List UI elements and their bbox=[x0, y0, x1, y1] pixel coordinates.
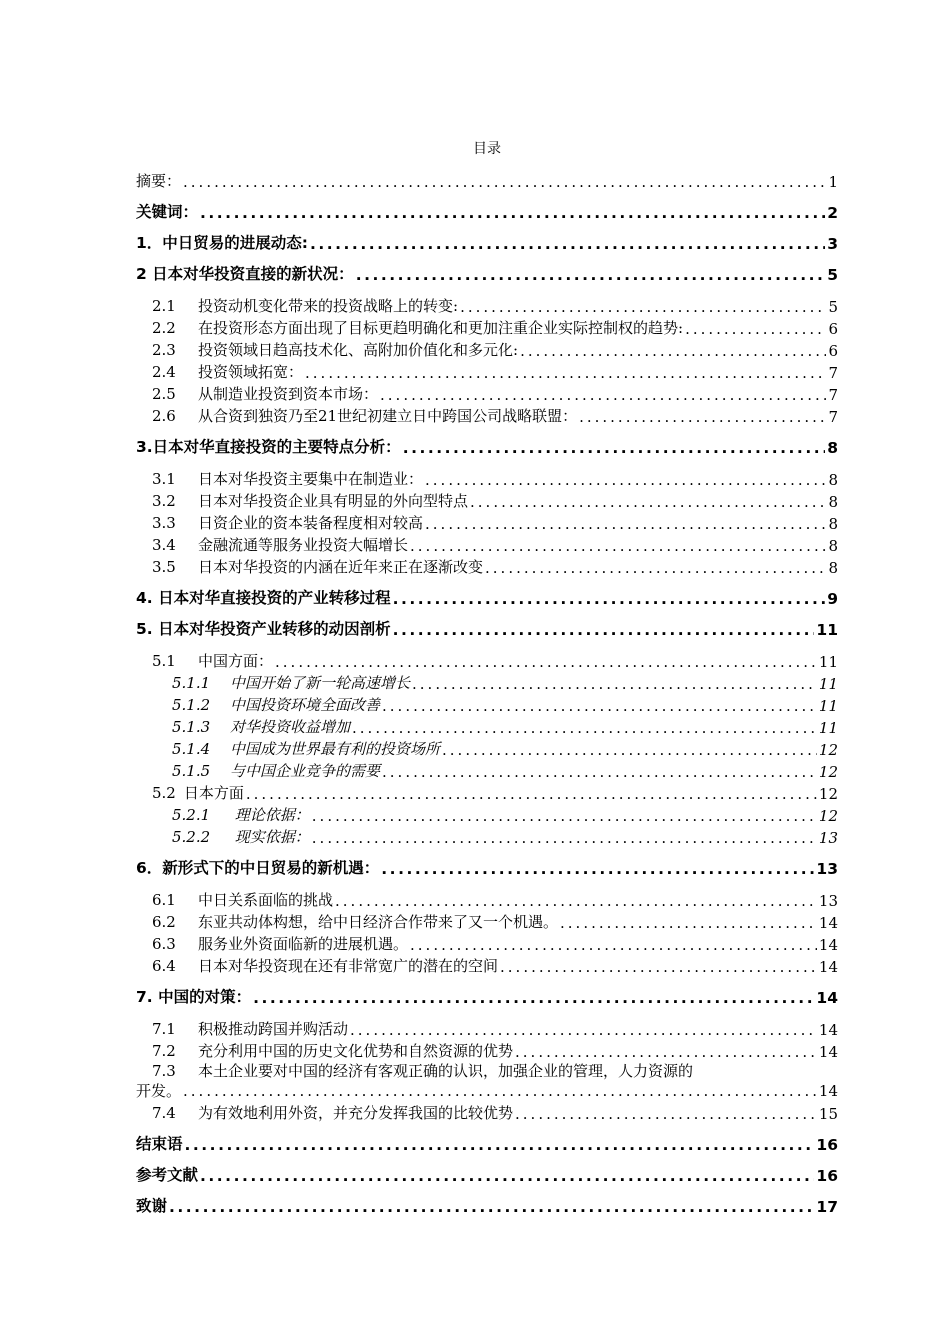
toc-entry[interactable] bbox=[136, 170, 838, 191]
toc-page-number: 8 bbox=[828, 559, 838, 577]
toc-page-number: 11 bbox=[818, 719, 838, 737]
toc-entry-number: 7.1 bbox=[152, 1020, 176, 1038]
dot-leader bbox=[381, 860, 814, 878]
toc-entry-number: 6.3 bbox=[152, 935, 176, 953]
toc-entry[interactable] bbox=[136, 404, 838, 426]
dot-leader bbox=[356, 266, 826, 284]
dot-leader bbox=[183, 173, 826, 191]
toc-entry-number: 3.4 bbox=[152, 536, 176, 554]
toc-entry[interactable] bbox=[136, 932, 838, 954]
toc-page-number: 2 bbox=[827, 204, 838, 222]
dot-leader bbox=[305, 364, 826, 382]
dot-leader bbox=[520, 342, 826, 360]
toc-page-number: 7 bbox=[828, 364, 838, 382]
toc-entry-label bbox=[152, 405, 577, 426]
dot-leader bbox=[275, 653, 817, 671]
toc-entry-title: 东亚共动体构想，给中日经济合作带来了又一个机遇。 bbox=[198, 913, 559, 931]
dot-leader bbox=[310, 235, 825, 253]
toc-entry-label bbox=[172, 826, 310, 847]
toc-entry-title: 从合资到独资乃至21世纪初建立日中跨国公司战略联盟： bbox=[198, 407, 578, 425]
toc-entry-title: 充分利用中国的历史文化优势和自然资源的优势 bbox=[198, 1042, 514, 1060]
toc-page-number: 5 bbox=[828, 298, 838, 316]
toc-entry-title: 中国投资环境全面改善 bbox=[230, 696, 381, 714]
toc-entry-label bbox=[136, 232, 308, 253]
toc-entry[interactable] bbox=[136, 587, 838, 608]
dot-leader bbox=[425, 515, 826, 533]
toc-entry-title: 为有效地利用外资，并充分发挥我国的比较优势 bbox=[198, 1104, 514, 1122]
toc-entry-title-continued: 开发。 bbox=[136, 1082, 182, 1100]
toc-entry-number: 3.1 bbox=[152, 470, 176, 488]
toc-page-number: 14 bbox=[818, 1043, 838, 1061]
toc-page-number: 14 bbox=[818, 1082, 838, 1100]
toc-entry[interactable] bbox=[136, 467, 838, 489]
toc-entry[interactable] bbox=[136, 1164, 838, 1185]
toc-page-number: 13 bbox=[816, 860, 838, 878]
toc-entry-number: 6.1 bbox=[152, 891, 176, 909]
dot-leader bbox=[253, 989, 814, 1007]
toc-entry[interactable] bbox=[136, 201, 838, 222]
toc-entry-label bbox=[152, 889, 333, 910]
toc-page-number: 16 bbox=[816, 1136, 838, 1154]
toc-page-number: 11 bbox=[816, 621, 838, 639]
dot-leader bbox=[200, 1167, 814, 1185]
dot-leader bbox=[393, 590, 826, 608]
toc-entry-label bbox=[136, 1133, 183, 1154]
toc-entry-title: 日本对华投资企业具有明显的外向型特点 bbox=[198, 492, 469, 510]
toc-entry-number: 2.5 bbox=[152, 385, 176, 403]
toc-entry-title: 与中国企业竞争的需要 bbox=[230, 762, 381, 780]
toc-entry-label bbox=[152, 512, 423, 533]
toc-page-number: 7 bbox=[828, 386, 838, 404]
toc-entry-number: 5.2.1 bbox=[172, 806, 211, 824]
toc-entry[interactable] bbox=[136, 759, 838, 781]
toc-entry-title: 在投资形态方面出现了目标更趋明确化和更加注重企业实际控制权的趋势: bbox=[198, 319, 684, 337]
toc-page-number: 17 bbox=[816, 1198, 838, 1216]
toc-entry-title: 摘要： bbox=[136, 172, 182, 190]
dot-leader bbox=[485, 559, 826, 577]
toc-page-number: 12 bbox=[818, 741, 838, 759]
toc-page-number: 12 bbox=[818, 807, 838, 825]
toc-entry[interactable] bbox=[136, 232, 838, 253]
dot-leader bbox=[560, 914, 817, 932]
toc-entry[interactable] bbox=[136, 263, 838, 284]
toc-entry[interactable] bbox=[136, 910, 838, 932]
toc-entry[interactable] bbox=[136, 360, 838, 382]
dot-leader bbox=[403, 439, 826, 457]
toc-entry-label bbox=[152, 317, 683, 338]
toc-entry-label bbox=[136, 201, 198, 222]
dot-leader bbox=[393, 621, 815, 639]
toc-page-number: 6 bbox=[828, 342, 838, 360]
toc-page-number: 1 bbox=[828, 173, 838, 191]
toc-entry-label bbox=[136, 1164, 198, 1185]
toc-entry-number: 7.3 bbox=[152, 1062, 176, 1080]
toc-entry[interactable] bbox=[136, 803, 838, 825]
toc-entry-label bbox=[136, 618, 391, 639]
toc-entry[interactable] bbox=[136, 511, 838, 533]
toc-entry[interactable] bbox=[136, 555, 838, 577]
toc-entry[interactable] bbox=[136, 294, 838, 316]
toc-entry[interactable] bbox=[136, 715, 838, 737]
page-title: 目录 bbox=[473, 141, 501, 157]
dot-leader bbox=[460, 298, 826, 316]
toc-entry-title: 金融流通等服务业投资大幅增长 bbox=[198, 536, 409, 554]
toc-entry-number: 5.1.1 bbox=[172, 674, 211, 692]
toc-entry[interactable] bbox=[136, 693, 838, 715]
toc-entry-label bbox=[172, 694, 380, 715]
toc-entry-label bbox=[152, 933, 408, 954]
toc-page-number: 8 bbox=[828, 493, 838, 511]
toc-entry-label bbox=[152, 490, 468, 511]
toc-entry-title: 7. 中国的对策： bbox=[136, 988, 252, 1006]
toc-entry[interactable] bbox=[136, 649, 838, 671]
toc-entry-title: 中国方面： bbox=[198, 652, 274, 670]
toc-entry[interactable] bbox=[136, 436, 838, 457]
toc-entry[interactable] bbox=[136, 338, 838, 360]
toc-entry-label bbox=[152, 1040, 513, 1061]
toc-entry[interactable] bbox=[136, 489, 838, 511]
toc-entry-label bbox=[152, 361, 303, 382]
dot-leader bbox=[410, 936, 817, 954]
toc-entry-number: 6.4 bbox=[152, 957, 176, 975]
toc-entry-label bbox=[152, 911, 558, 932]
toc-entry-title: 服务业外资面临新的进展机遇。 bbox=[198, 935, 409, 953]
toc-page-number: 16 bbox=[816, 1167, 838, 1185]
toc-entry-title: 参考文献 bbox=[136, 1166, 199, 1184]
toc-entry-title: 中国开始了新一轮高速增长 bbox=[230, 674, 411, 692]
toc-entry-title: 投资领域日趋高技术化、高附加价值化和多元化: bbox=[198, 341, 519, 359]
toc-entry-title: 日本对华投资主要集中在制造业： bbox=[198, 470, 424, 488]
toc-entry-number: 2.1 bbox=[152, 297, 176, 315]
toc-entry-number: 3.5 bbox=[152, 558, 176, 576]
toc-entry-number: 3.2 bbox=[152, 492, 176, 510]
toc-entry-title: 3.日本对华直接投资的主要特点分析： bbox=[136, 438, 401, 456]
toc-entry-title: 中日关系面临的挑战 bbox=[198, 891, 334, 909]
toc-entry[interactable] bbox=[136, 382, 838, 404]
toc-page-number: 7 bbox=[828, 408, 838, 426]
toc-entry-title: 结束语 bbox=[136, 1135, 183, 1153]
toc-entry[interactable] bbox=[136, 954, 838, 976]
toc-entry-label bbox=[136, 263, 354, 284]
toc-entry-label bbox=[152, 468, 423, 489]
toc-entry-number: 2.3 bbox=[152, 341, 176, 359]
toc-entry-label bbox=[172, 672, 410, 693]
dot-leader bbox=[312, 807, 817, 825]
toc-page-number: 14 bbox=[818, 914, 838, 932]
dot-leader bbox=[500, 958, 817, 976]
toc-entry-label bbox=[152, 534, 408, 555]
toc-entry-label bbox=[136, 587, 391, 608]
toc-page-number: 14 bbox=[818, 1021, 838, 1039]
toc-entry-number: 3.3 bbox=[152, 514, 176, 532]
toc-entry-title: 日本对华投资的内涵在近年来正在逐渐改变 bbox=[198, 558, 484, 576]
toc-entry-title: 6．新形式下的中日贸易的新机遇： bbox=[136, 859, 380, 877]
dot-leader bbox=[352, 719, 817, 737]
toc-entry-number: 5.2.2 bbox=[172, 828, 211, 846]
dot-leader bbox=[425, 471, 826, 489]
toc-entry[interactable] bbox=[136, 1133, 838, 1154]
toc-entry[interactable] bbox=[136, 737, 838, 759]
toc-entry-title: 日本对华投资现在还有非常宽广的潜在的空间 bbox=[198, 957, 499, 975]
dot-leader bbox=[412, 675, 817, 693]
toc-entry-label bbox=[172, 804, 310, 825]
toc-entry[interactable] bbox=[136, 888, 838, 910]
toc-entry-label bbox=[136, 1195, 167, 1216]
toc-entry-number: 7.2 bbox=[152, 1042, 176, 1060]
toc-entry[interactable] bbox=[136, 1195, 838, 1216]
dot-leader bbox=[382, 763, 817, 781]
toc-entry[interactable] bbox=[136, 986, 838, 1007]
toc-entry-title: 投资动机变化带来的投资战略上的转变: bbox=[198, 297, 459, 315]
toc-entry[interactable] bbox=[136, 618, 838, 639]
toc-page-number: 13 bbox=[818, 829, 838, 847]
toc-entry[interactable] bbox=[136, 1061, 838, 1101]
toc-entry-title: 1．中日贸易的进展动态: bbox=[136, 234, 308, 252]
toc-page-number: 14 bbox=[816, 989, 838, 1007]
toc-entry[interactable] bbox=[136, 825, 838, 847]
dot-leader bbox=[185, 1136, 815, 1154]
toc-page-number: 3 bbox=[827, 235, 838, 253]
toc-entry[interactable] bbox=[136, 671, 838, 693]
toc-page-number: 8 bbox=[828, 471, 838, 489]
dot-leader bbox=[470, 493, 826, 511]
dot-leader bbox=[350, 1021, 817, 1039]
toc-entry-label bbox=[152, 295, 458, 316]
toc-entry-title: 现实依据： bbox=[230, 828, 310, 846]
toc-entry-title: 关键词： bbox=[136, 203, 199, 221]
toc-entry-label bbox=[152, 1018, 348, 1039]
toc-entry-number: 5.1 bbox=[152, 652, 176, 670]
toc-entry-title: 5. 日本对华投资产业转移的动因剖析 bbox=[136, 620, 391, 638]
toc-entry-label bbox=[136, 170, 181, 191]
toc-entry-title: 4. 日本对华直接投资的产业转移过程 bbox=[136, 589, 391, 607]
toc-page-number: 5 bbox=[827, 266, 838, 284]
toc-page-number: 14 bbox=[818, 936, 838, 954]
toc-entry-title: 中国成为世界最有利的投资场所 bbox=[230, 740, 441, 758]
toc-entry[interactable] bbox=[136, 857, 838, 878]
toc-entry[interactable] bbox=[136, 781, 838, 803]
dot-leader bbox=[579, 408, 826, 426]
toc-entry-title: 日资企业的资本装备程度相对较高 bbox=[198, 514, 424, 532]
dot-leader bbox=[382, 697, 817, 715]
toc-entry-label bbox=[152, 1102, 513, 1123]
dot-leader bbox=[380, 386, 826, 404]
toc-page-number: 9 bbox=[827, 590, 838, 608]
toc-page-number: 8 bbox=[828, 515, 838, 533]
toc-entry-number: 6.2 bbox=[152, 913, 176, 931]
dot-leader bbox=[169, 1198, 814, 1216]
toc-page-number: 11 bbox=[818, 697, 838, 715]
toc-entry-title: 致谢 bbox=[136, 1197, 168, 1215]
dot-leader bbox=[515, 1043, 817, 1061]
toc-entry[interactable] bbox=[136, 1039, 838, 1061]
toc-page-number: 8 bbox=[828, 537, 838, 555]
dot-leader bbox=[183, 1081, 817, 1101]
dot-leader bbox=[410, 537, 826, 555]
dot-leader bbox=[246, 785, 817, 803]
toc-entry[interactable] bbox=[136, 1101, 838, 1123]
toc-page-number: 12 bbox=[818, 785, 838, 803]
dot-leader bbox=[442, 741, 817, 759]
toc-page-number: 14 bbox=[818, 958, 838, 976]
toc-entry-number: 5.1.4 bbox=[172, 740, 211, 758]
toc-entry-title: 2 日本对华投资直接的新状况： bbox=[136, 265, 354, 283]
toc-entry-number: 5.1.3 bbox=[172, 718, 211, 736]
toc-entry-number: 2.6 bbox=[152, 407, 176, 425]
toc-page-number: 11 bbox=[818, 675, 838, 693]
toc-entry-title: 投资领域拓宽： bbox=[198, 363, 304, 381]
toc-page-number: 13 bbox=[818, 892, 838, 910]
dot-leader bbox=[312, 829, 817, 847]
toc-entry-label bbox=[136, 986, 251, 1007]
toc-entry-title: 对华投资收益增加 bbox=[230, 718, 351, 736]
toc-entry-label bbox=[172, 716, 350, 737]
toc-entry-number: 2.2 bbox=[152, 319, 176, 337]
toc-page-number: 6 bbox=[828, 320, 838, 338]
toc-entry-label bbox=[152, 650, 273, 671]
toc-entry[interactable] bbox=[136, 533, 838, 555]
toc-entry-title: 日本方面 bbox=[183, 784, 244, 802]
toc-entry-number: 5.1.5 bbox=[172, 762, 211, 780]
toc-entry-title: 本土企业要对中国的经济有客观正确的认识，加强企业的管理，人力资源的 bbox=[198, 1062, 694, 1080]
toc-entry-label bbox=[136, 436, 401, 457]
toc-entry-number: 2.4 bbox=[152, 363, 176, 381]
toc-entry-label bbox=[152, 383, 378, 404]
table-of-contents bbox=[136, 170, 838, 1216]
dot-leader bbox=[200, 204, 825, 222]
toc-entry-label bbox=[172, 738, 440, 759]
toc-entry-label bbox=[152, 556, 483, 577]
toc-entry-number: 5.2 bbox=[152, 784, 176, 802]
toc-entry-label bbox=[152, 339, 518, 360]
toc-page-number: 15 bbox=[818, 1105, 838, 1123]
dot-leader bbox=[335, 892, 817, 910]
toc-page-number: 12 bbox=[818, 763, 838, 781]
toc-entry-title: 从制造业投资到资本市场： bbox=[198, 385, 379, 403]
toc-entry[interactable] bbox=[136, 1017, 838, 1039]
toc-page-number: 8 bbox=[827, 439, 838, 457]
toc-page-number: 11 bbox=[818, 653, 838, 671]
toc-entry[interactable] bbox=[136, 316, 838, 338]
toc-entry-label bbox=[172, 760, 380, 781]
toc-entry-label bbox=[152, 955, 498, 976]
toc-entry-title: 积极推动跨国并购活动 bbox=[198, 1020, 349, 1038]
dot-leader bbox=[685, 320, 826, 338]
toc-entry-label bbox=[152, 782, 244, 803]
toc-entry-label bbox=[136, 857, 379, 878]
dot-leader bbox=[515, 1105, 817, 1123]
toc-entry-number: 7.4 bbox=[152, 1104, 176, 1122]
toc-entry-title: 理论依据： bbox=[230, 806, 310, 824]
toc-entry-number: 5.1.2 bbox=[172, 696, 211, 714]
